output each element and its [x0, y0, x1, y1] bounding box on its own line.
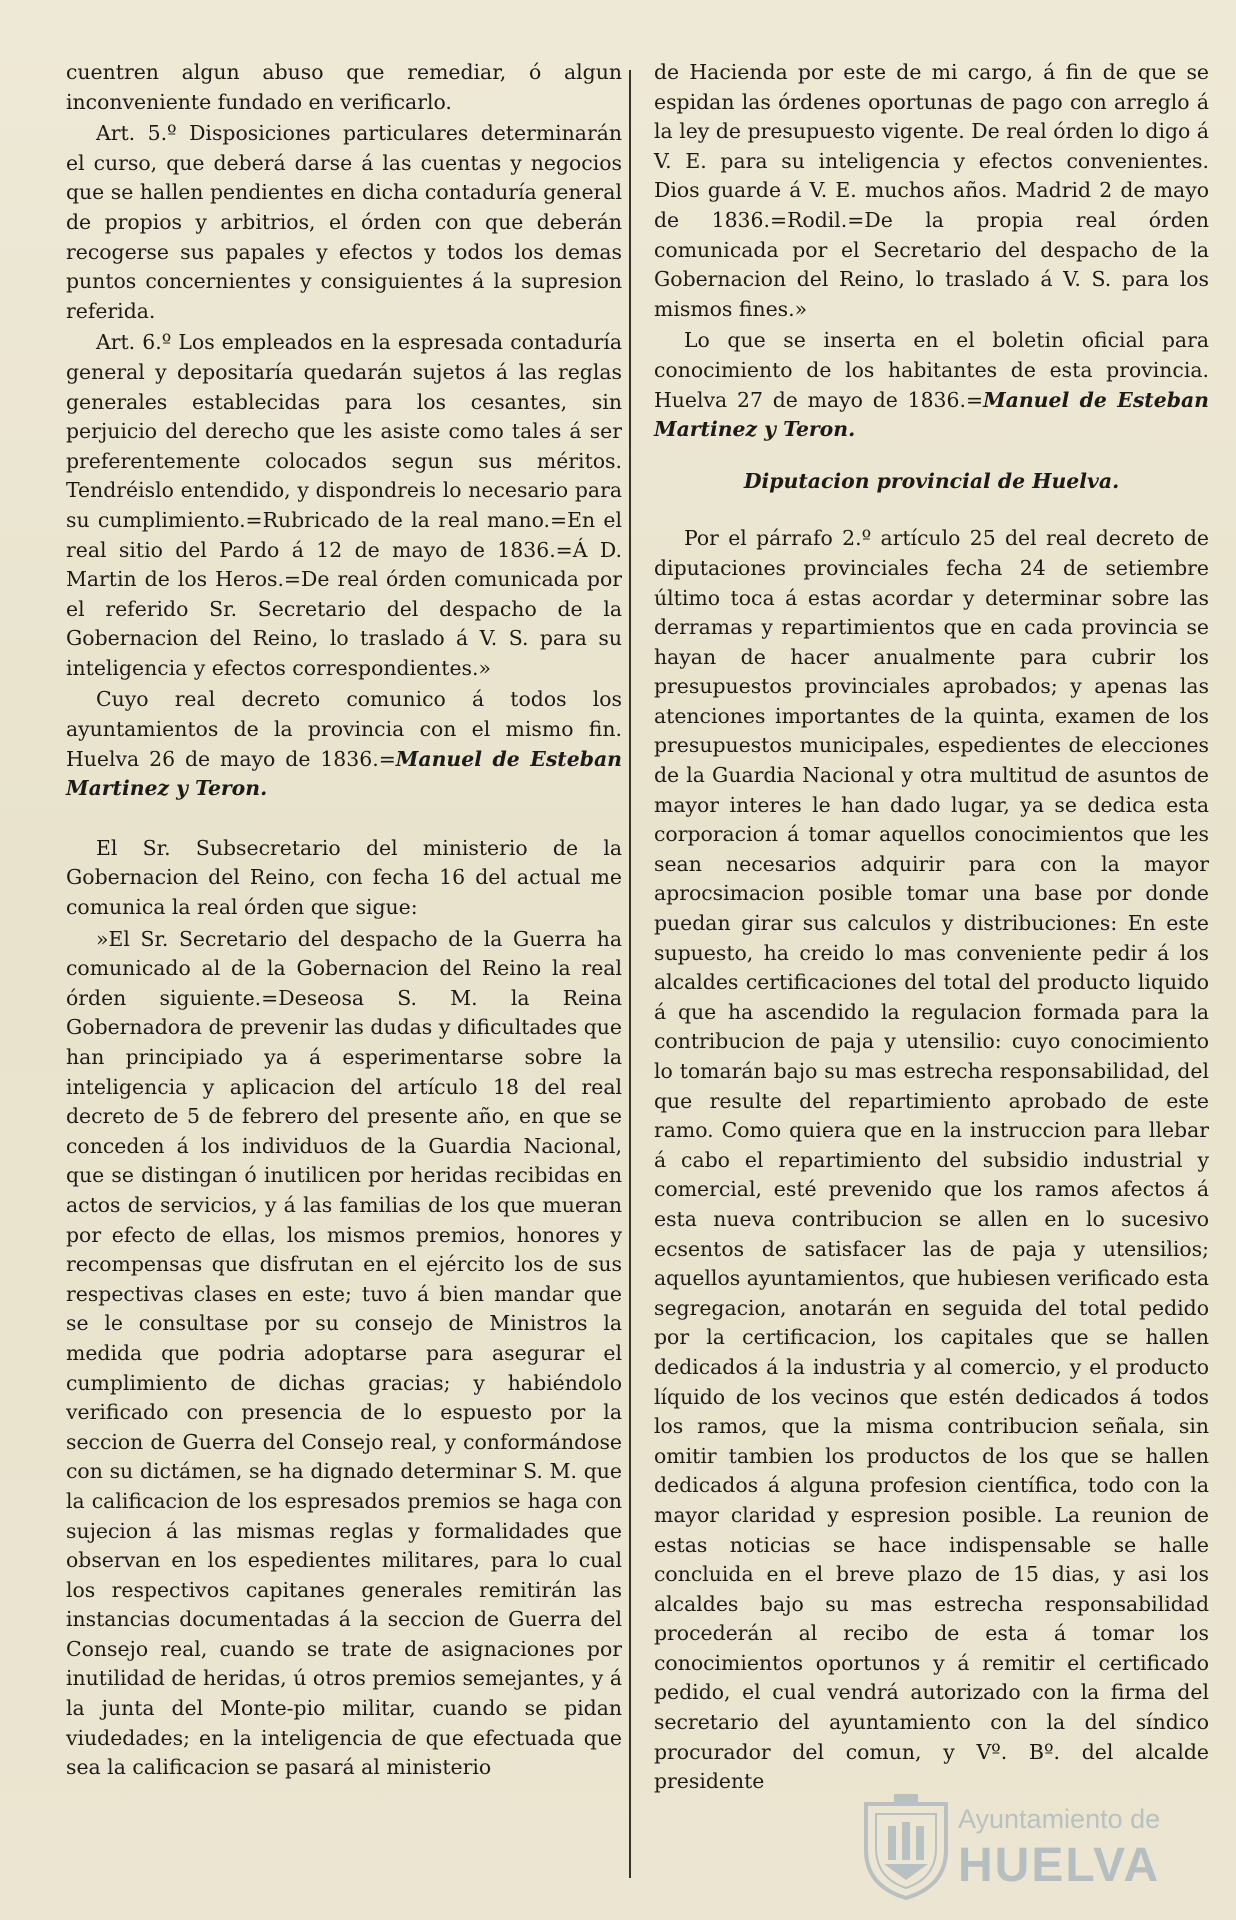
column-divider [629, 70, 631, 1878]
section-heading: Diputacion provincial de Huelva. [743, 468, 1120, 493]
paragraph-guerra-order: »El Sr. Secretario del despacho de la Guerra ha comunicado al de la Gobernacion del Reino la real órden siguiente.=Deseosa S. M. la Reina Gobernadora de prevenir las dudas y dificultades que han principiado ya á esperimentarse sobre la inteligencia y aplicacion del artículo 18 del real decreto de 5 de febrero del presente año, en que se conceden á los individuos de la Guardia Nacional, que se distingan ó inutilicen por heridas recibidas en actos de servicios, y á las familias de los que mueran por efecto de ellas, los mismos premios, honores y recompensas que disfrutan en el ejército los de sus respectivas clases en este; tuvo á bien mandar que se le consultase por su consejo de Ministros la medida que podria adoptarse para asegurar el cumplimiento de dichas gracias; y habiéndolo verificado con presencia de lo espuesto por la seccion de Guerra del Consejo real, y conformándose con su dictámen, se ha dignado determinar S. M. que la calificacion de los espresados premios se haga con sujecion á las mismas reglas y formalidades que observan en los espedientes militares, para lo cual los respectivos capitanes generales remitirán las instancias documentadas á la seccion de Guerra del Consejo real, cuando se trate de asignaciones por inutilidad de heridas, ú otros premios semejantes, y á la junta del Monte-pio militar, cuando se pidan viudedades; en la inteligencia de que efectuada que sea la calificacion se pasará al ministerio [66, 926, 622, 1780]
signature: Manuel de Esteban Martinez y Teron. [654, 387, 1209, 442]
paragraph-decree-communication [66, 685, 622, 803]
paragraph-article4-end: cuentren algun abuso que remediar, ó algun inconveniente fundado en verificarlo. [66, 60, 622, 114]
signature: Manuel de Esteban Martinez y Teron. [66, 746, 622, 801]
paragraph-article5: Art. 5.º Disposiciones particulares determinarán el curso, que deberá darse á las cuentas y negocios que se hallen pendientes en dicha contaduría general de propios y arbitrios, el órden con que deberán recogerse sus papales y efectos y todos los demas puntos concernientes y consiguientes á la supresion referida. [66, 121, 622, 323]
paragraph-hacienda-continuation: de Hacienda por este de mi cargo, á fin de que se espidan las órdenes oportunas de pago con arreglo á la ley de presupuesto vigente. De real órden lo digo á V. E. para su inteligencia y efectos convenientes. Dios guarde á V. E. muchos años. Madrid 2 de mayo de 1836.=Rodil.=De la propia real órden comunicada por el Secretario del despacho de la Gobernacion del Reino, lo traslado á V. S. para los mismos fines.» [654, 60, 1209, 321]
left-column [66, 58, 622, 1785]
watermark-line1: Ayuntamiento de [958, 1804, 1161, 1834]
paragraph-article6: Art. 6.º Los empleados en la espresada contaduría general y depositaría quedarán sujetos á las reglas generales establecidas para los cesantes, sin perjuicio del derecho que les asiste como tales á ser preferentemente colocados segun sus méritos. Tendréislo entendido, y dispondreis lo necesario para su cumplimiento.=Rubricado de la real mano.=En el real sitio del Pardo á 12 de mayo de 1836.=Á D. Martin de los Heros.=De real órden comunicada por el referido Sr. Secretario del despacho de la Gobernacion del Reino, lo traslado á V. S. para su inteligencia y efectos correspondientes.» [66, 330, 622, 680]
paragraph-subsecretario: El Sr. Subsecretario del ministerio de la Gobernacion del Reino, con fecha 16 del actual me comunica la real órden que sigue: [66, 835, 622, 920]
watermark [858, 1790, 1218, 1908]
paragraph-text: Cuyo real decreto comunico á todos los ayuntamientos de la provincia con el mismo fin. Huelva 26 de mayo de 1836.= [66, 687, 622, 771]
coat-of-arms-icon [858, 1790, 954, 1902]
paragraph-boletin-insert [654, 326, 1209, 444]
right-column [654, 58, 1209, 1799]
watermark-line2: HUELVA [958, 1839, 1161, 1892]
paragraph-diputacion-decree: Por el párrafo 2.º artículo 25 del real decreto de diputaciones provinciales fecha 24 de setiembre último toca á estas acordar y determinar sobre las derramas y repartimientos que en cada provincia se hayan de hacer anualmente para cubrir los presupuestos provinciales aprobados; y apenas las atenciones importantes de la quinta, examen de los presupuestos municipales, espedientes de elecciones de la Guardia Nacional y otra multitud de asuntos de mayor interes le han dado lugar, ya se dedica esta corporacion á tomar aquellos conocimientos que les sean necesarios adquirir para con la mayor aprocsimacion posible tomar una base por donde puedan girar sus calculos y distribuciones: En este supuesto, ha creido lo mas conveniente pedir á los alcaldes certificaciones del total del producto liquido á que ha ascendido la regulacion formada para la contribucion de paja y utensilio: cuyo conocimiento lo tomarán bajo su mas estrecha responsabilidad, del que resulte del repartimiento aprobado de este ramo. Como quiera que en la instruccion para llebar á cabo el repartimiento del subsidio industrial y comercial, esté prevenido que los ramos afectos á esta nueva contribucion se allen en lo sucesivo ecsentos de satisfacer las de paja y utensilios; aquellos ayuntamientos, que hubiesen verificado esta segregacion, anotarán en seguida del total pedido por la certificacion, los capitales que se hallen dedicados á la industria y al comercio, y el producto líquido de los vecinos que estén dedicados á todos los ramos, que la misma contribucion señala, sin omitir tambien los productos de los que se hallen dedicados á alguna profesion científica, todo con la mayor claridad y espresion posible. La reunion de estas noticias se hace indispensable se halle concluida en el breve plazo de 15 dias, y asi los alcaldes bajo su mas estrecha responsabilidad procederán al recibo de esta á tomar los conocimientos oportunos y á remitir el certificado pedido, el cual vendrá autorizado con la firma del secretario del ayuntamiento con la del síndico procurador del comun, y Vº. Bº. del alcalde presidente [654, 526, 1209, 1794]
paragraph-text: Lo que se inserta en el boletin oficial para conocimiento de los habitantes de esta provincia. Huelva 27 de mayo de 1836.= [654, 328, 1209, 412]
